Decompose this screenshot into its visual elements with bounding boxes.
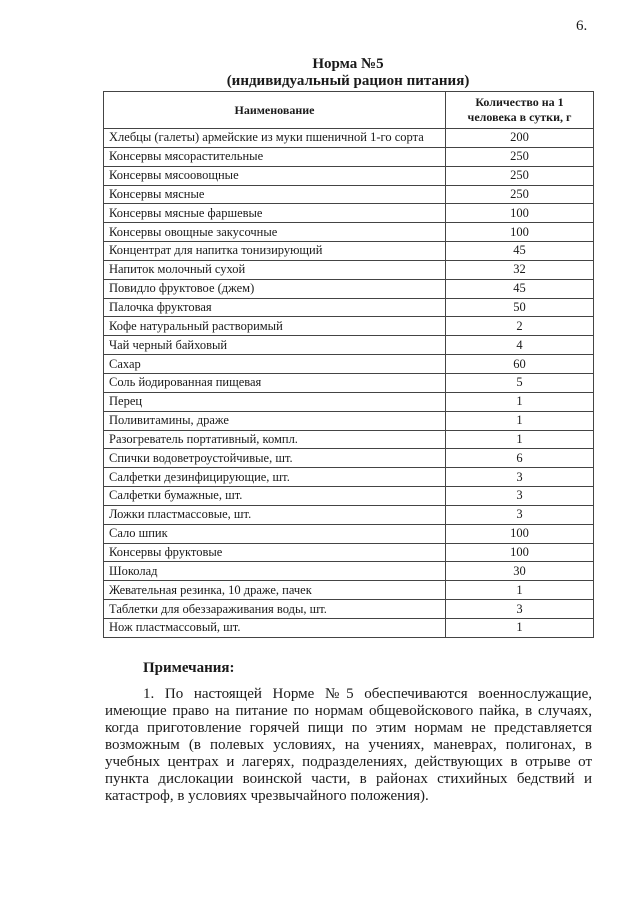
item-quantity: 45 [446,242,594,261]
item-name: Консервы мясные [104,185,446,204]
table-row [104,543,594,562]
table-row [104,147,594,166]
item-quantity: 100 [446,543,594,562]
item-name: Концентрат для напитка тонизирующий [104,242,446,261]
table-row [104,468,594,487]
table-row [104,223,594,242]
item-quantity: 250 [446,166,594,185]
table-row [104,618,594,637]
table-row [104,505,594,524]
item-name: Повидло фруктовое (джем) [104,279,446,298]
table-row [104,487,594,506]
item-quantity: 100 [446,204,594,223]
item-quantity: 1 [446,581,594,600]
item-quantity: 3 [446,600,594,619]
page-number: 6. [576,18,588,34]
item-name: Кофе натуральный растворимый [104,317,446,336]
table-row [104,392,594,411]
item-quantity: 1 [446,392,594,411]
table-row [104,242,594,261]
item-name: Напиток молочный сухой [104,260,446,279]
item-name: Консервы овощные закусочные [104,223,446,242]
item-name: Консервы мясорастительные [104,147,446,166]
notes-heading: Примечания: [143,660,235,676]
item-quantity: 3 [446,487,594,506]
item-quantity: 4 [446,336,594,355]
item-name: Нож пластмассовый, шт. [104,618,446,637]
item-name: Перец [104,392,446,411]
table-row [104,279,594,298]
table-row [104,204,594,223]
table-row [104,430,594,449]
item-quantity: 3 [446,505,594,524]
table-header-row [104,92,594,129]
item-name: Консервы фруктовые [104,543,446,562]
table-row [104,336,594,355]
table-row [104,449,594,468]
item-name: Хлебцы (галеты) армейские из муки пшеничной 1-го сорта [104,129,446,148]
item-quantity: 100 [446,524,594,543]
item-name: Чай черный байховый [104,336,446,355]
item-quantity: 50 [446,298,594,317]
header-quantity-line-2: человека в сутки, г [467,110,572,124]
item-quantity: 45 [446,279,594,298]
item-quantity: 200 [446,129,594,148]
item-name: Поливитамины, драже [104,411,446,430]
item-quantity: 3 [446,468,594,487]
item-name: Жевательная резинка, 10 драже, пачек [104,581,446,600]
document-title [0,56,640,90]
item-name: Таблетки для обеззараживания воды, шт. [104,600,446,619]
table-row [104,185,594,204]
ration-table [103,91,594,638]
table-row [104,166,594,185]
item-name: Шоколад [104,562,446,581]
table-row [104,581,594,600]
item-name: Соль йодированная пищевая [104,373,446,392]
item-name: Спички водоветроустойчивые, шт. [104,449,446,468]
header-quantity [446,92,594,129]
item-quantity: 5 [446,373,594,392]
item-quantity: 32 [446,260,594,279]
table-row [104,562,594,581]
item-quantity: 60 [446,355,594,374]
notes-paragraph-1: 1. По настоящей Норме №5 обеспечиваются военнослужащие, имеющие право на питание по нормам общевойскового пайка, в случаях, когда приготовление горячей пищи по этим нормам не представляется возможным (в полевых условиях, на учениях, маневрах, полигонах, в учебных центрах и лагерях, подразделениях, действующих в отрыве от пункта дислокации воинской части, в районах стихийных бедствий и катастроф, в условиях чрезвычайного положения). [105,686,592,804]
title-line-1: Норма №5 [312,56,384,72]
table-row [104,524,594,543]
table-row [104,355,594,374]
table-row [104,129,594,148]
item-name: Ложки пластмассовые, шт. [104,505,446,524]
item-quantity: 250 [446,147,594,166]
item-name: Консервы мясные фаршевые [104,204,446,223]
table-row [104,373,594,392]
item-quantity: 100 [446,223,594,242]
item-quantity: 30 [446,562,594,581]
header-name: Наименование [104,92,446,129]
item-name: Консервы мясоовощные [104,166,446,185]
table-row [104,600,594,619]
item-quantity: 1 [446,411,594,430]
item-name: Сало шпик [104,524,446,543]
title-line-2: (индивидуальный рацион питания) [226,73,470,89]
item-name: Разогреватель портативный, компл. [104,430,446,449]
table-row [104,260,594,279]
header-quantity-line-1: Количество на 1 [475,95,564,109]
table-body [104,129,594,638]
item-name: Сахар [104,355,446,374]
item-name: Палочка фруктовая [104,298,446,317]
item-name: Салфетки дезинфицирующие, шт. [104,468,446,487]
item-quantity: 2 [446,317,594,336]
table-row [104,317,594,336]
table-row [104,411,594,430]
item-quantity: 1 [446,430,594,449]
item-quantity: 250 [446,185,594,204]
table-row [104,298,594,317]
item-quantity: 6 [446,449,594,468]
item-name: Салфетки бумажные, шт. [104,487,446,506]
item-quantity: 1 [446,618,594,637]
